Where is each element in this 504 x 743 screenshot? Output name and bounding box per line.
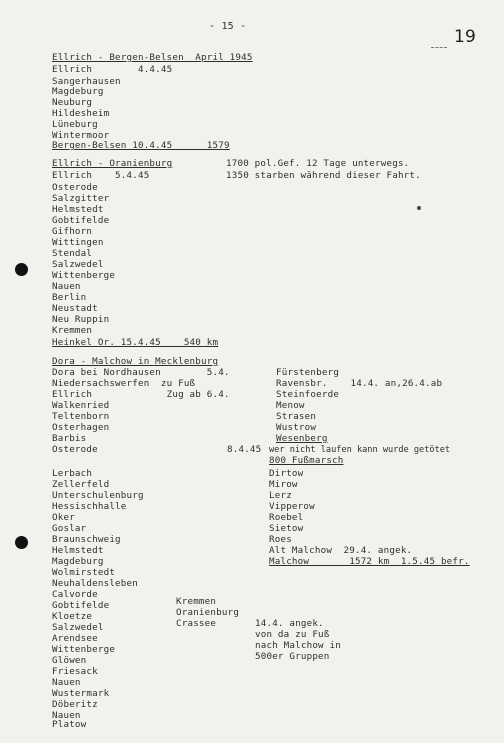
station: Roes (269, 534, 292, 545)
station: Gobtifelde (52, 215, 110, 226)
station: Wolmirstedt (52, 567, 116, 578)
station: Mirow (269, 479, 298, 490)
station: Unterschulenburg (52, 490, 144, 501)
station: Nauen (52, 710, 81, 721)
punch-hole-top (15, 263, 28, 276)
station: Gobtifelde (52, 600, 110, 611)
station: Helmstedt (52, 204, 104, 215)
station: Salzwedel (52, 622, 104, 633)
station: Salzgitter (52, 193, 110, 204)
speck (417, 206, 421, 210)
station: Calvorde (52, 589, 98, 600)
note-march: 800 Fußmarsch (269, 455, 344, 466)
station: Braunschweig (52, 534, 121, 545)
station: Wesenberg (276, 433, 328, 444)
station: Nauen (52, 281, 81, 292)
station: Wintermoor (52, 130, 110, 141)
station: Wittenberge (52, 644, 116, 655)
station: Teltenborn (52, 411, 110, 422)
alt-malchow-line: Alt Malchow 29.4. angek. (269, 545, 413, 556)
station: Wustrow (276, 422, 317, 433)
station: Walkenried (52, 400, 110, 411)
station-osterode: Osterode (52, 444, 98, 455)
station: Oranienburg (176, 607, 240, 618)
arrival-line: von da zu Fuß (255, 629, 330, 640)
station: Zellerfeld (52, 479, 110, 490)
section1-subheader: Ellrich 4.4.45 (52, 64, 173, 75)
station: Lüneburg (52, 119, 98, 130)
section2-subheader: Ellrich 5.4.45 (52, 170, 150, 181)
section2-end-line: Heinkel Or. 15.4.45 540 km (52, 337, 219, 348)
station: Sietow (269, 523, 304, 534)
station: Berlin (52, 292, 87, 303)
station: Lerz (269, 490, 292, 501)
station: Menow (276, 400, 305, 411)
station: Ravensbr. 14.4. an,26.4.ab (276, 378, 443, 389)
station: Döberitz (52, 699, 98, 710)
station: Fürstenberg (276, 367, 340, 378)
station: Barbis (52, 433, 87, 444)
station: Wustermark (52, 688, 110, 699)
station: Wittingen (52, 237, 104, 248)
station: Sangerhausen (52, 76, 121, 87)
section2-note-1: 1700 pol.Gef. 12 Tage unterwegs. (226, 158, 410, 169)
arrival-line: 14.4. angek. (255, 618, 324, 629)
section1-header: Ellrich - Bergen-Belsen April 1945 (52, 52, 253, 63)
station: Magdeburg (52, 86, 104, 97)
section1-end-line: Bergen-Belsen 10.4.45 1579 (52, 140, 230, 151)
station: Kremmen (52, 325, 93, 336)
station: Strasen (276, 411, 317, 422)
date-8-4-45: 8.4.45 (227, 444, 262, 455)
section2-note-2: 1350 starben während dieser Fahrt. (226, 170, 421, 181)
section3-header: Dora - Malchow in Mecklenburg (52, 356, 219, 367)
station: Magdeburg (52, 556, 104, 567)
station: Dirtow (269, 468, 304, 479)
station: Arendsee (52, 633, 98, 644)
handwritten-page-number: 19 (454, 27, 477, 47)
station: Nauen (52, 677, 81, 688)
station: Kloetze (52, 611, 93, 622)
page-number: - 15 - (209, 21, 247, 32)
station: Glöwen (52, 655, 87, 666)
section3-line-2: Niedersachswerfen zu Fuß (52, 378, 196, 389)
margin-dash (431, 47, 447, 48)
malchow-final-line: Malchow 1572 km 1.5.45 befr. (269, 556, 470, 567)
station: Neuburg (52, 97, 93, 108)
section3-line-1: Dora bei Nordhausen 5.4. (52, 367, 230, 378)
station: Lerbach (52, 468, 93, 479)
section3-line-3: Ellrich Zug ab 6.4. (52, 389, 230, 400)
station: Kremmen (176, 596, 217, 607)
station: Helmstedt (52, 545, 104, 556)
station: Neustadt (52, 303, 98, 314)
station: Neuhaldensleben (52, 578, 138, 589)
station: Osterode (52, 182, 98, 193)
station: Osterhagen (52, 422, 110, 433)
station: Steinfoerde (276, 389, 340, 400)
station: Gifhorn (52, 226, 93, 237)
station: Salzwedel (52, 259, 104, 270)
station: Wittenberge (52, 270, 116, 281)
station: Stendal (52, 248, 93, 259)
station: Roebel (269, 512, 304, 523)
station: Friesack (52, 666, 98, 677)
arrival-line: 500er Gruppen (255, 651, 330, 662)
station: Crassee (176, 618, 217, 629)
station: Neu Ruppin (52, 314, 110, 325)
punch-hole-bottom (15, 536, 28, 549)
station: Platow (52, 719, 87, 730)
section2-header: Ellrich - Oranienburg (52, 158, 173, 169)
station: Vipperow (269, 501, 315, 512)
arrival-line: nach Malchow in (255, 640, 341, 651)
note-killed: wer nicht laufen kann wurde getötet (269, 445, 451, 455)
station: Goslar (52, 523, 87, 534)
station: Hildesheim (52, 108, 110, 119)
station: Oker (52, 512, 75, 523)
station: Hessischhalle (52, 501, 127, 512)
